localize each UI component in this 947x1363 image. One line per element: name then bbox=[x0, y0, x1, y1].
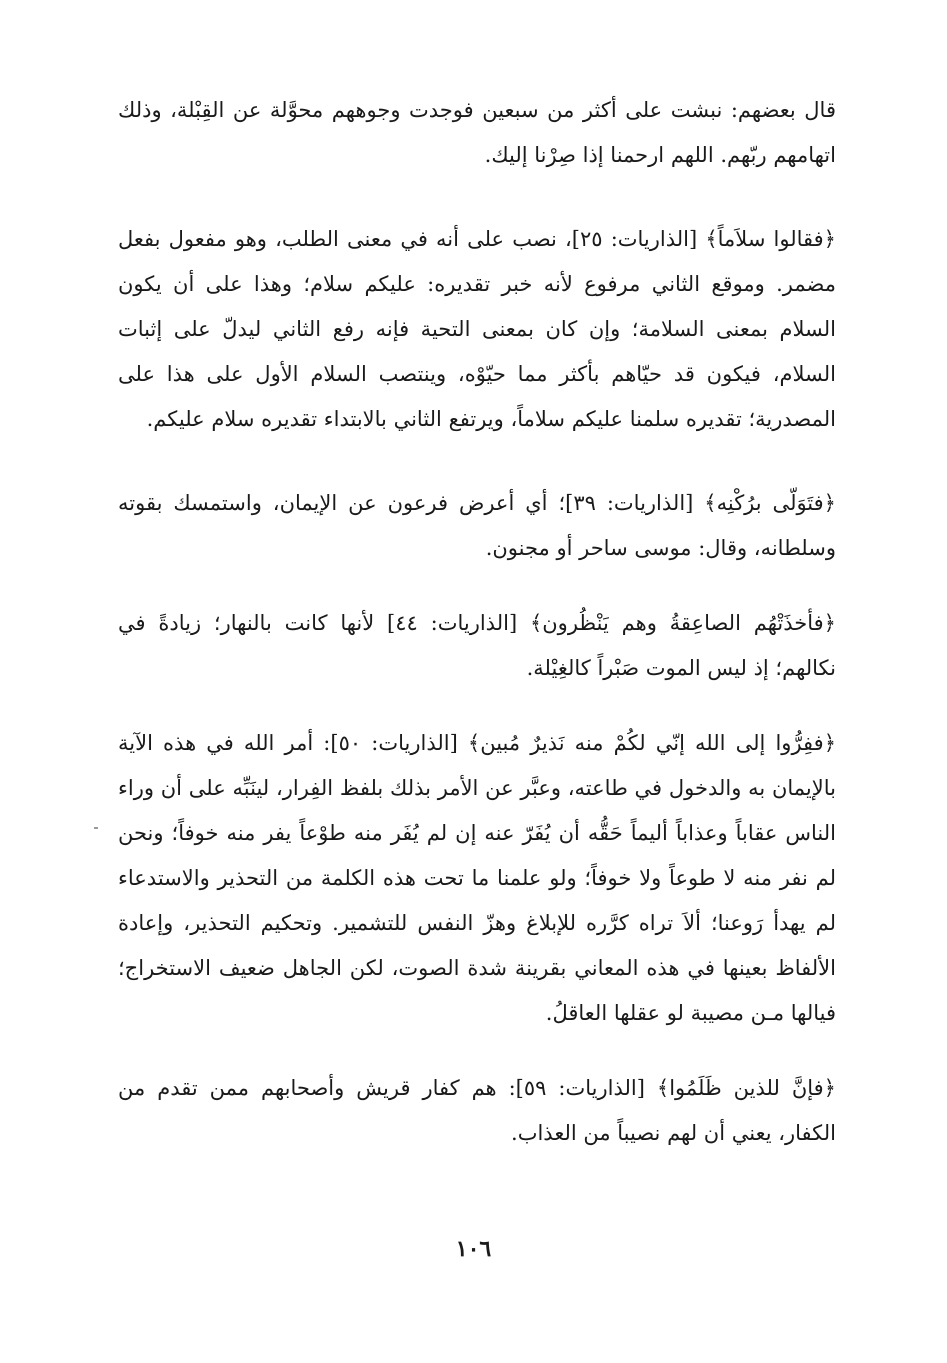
scan-speck bbox=[94, 827, 98, 829]
paragraph-3: ﴿فتَوَلّى برُكْنِه﴾ [الذاريات: ٣٩]؛ أي أعرض فرعون عن الإيمان، واستمسك بقوته وسلطانه، وقال: موسى ساحر أو مجنون. bbox=[118, 491, 836, 560]
paragraph-2: ﴿فقالوا سلاَماً﴾ [الذاريات: ٢٥]، نصب على أنه في معنى الطلب، وهو مفعول بفعل مضمر. وموقع الثاني مرفوع لأنه خبر تقديره: عليكم سلام؛ وهذا على أن يكون السلام بمعنى السلامة؛ وإن كان بمعنى التحية فإنه رفع الثاني ليدلّ على إثبات السلام، فيكون قد حيّاهم بأكثر مما حيّوْه، وينتصب السلام الأول على هذا على المصدرية؛ تقديره سلمنا عليكم سلاماً، ويرتفع الثاني بالابتداء تقديره سلام عليكم. bbox=[118, 227, 836, 431]
paragraph-6: ﴿فإنَّ للذين ظَلَمُوا﴾ [الذاريات: ٥٩]: هم كفار قريش وأصحابهم ممن تقدم من الكفار، يعني أن لهم نصيباً من العذاب. bbox=[118, 1076, 836, 1145]
page-number: ١٠٦ bbox=[455, 1236, 492, 1262]
paragraph-5: ﴿ففِرُّوا إلى الله إنّي لكُمْ منه نَذيرٌ مُبين﴾ [الذاريات: ٥٠]: أمر الله في هذه الآية بالإيمان به والدخول في طاعته، وعبَّر عن الأمر بذلك بلفظ الفِرار، لينَبِّه على أن وراء الناس عقاباً وعذاباً أليماً حَقُّه أن يُفَرّ عنه إن لم يُفَر منه طوْعاً يفر منه خوفاً؛ ونحن لم نفر منه لا طوعاً ولا خوفاً؛ ولو علمنا ما تحت هذه الكلمة من التحذير والاستدعاء لم يهدأ رَوعنا؛ ألاَ تراه كرَّره للإبلاغ وهزّ النفس للتشمير. وتحكيم التحذير، وإعادة الألفاظ بعينها في هذه المعاني بقرينة شدة الصوت، لكن الجاهل ضعيف الاستخراج؛ فيالها مـن مصيبة لو عقلها العاقلُ. bbox=[118, 731, 836, 1025]
paragraph-1: قال بعضهم: نبشت على أكثر من سبعين فوجدت وجوههم محوَّلة عن القِبْلة، وذلك اتهامهم ربّهم. اللهم ارحمنا إذا صِرْنا إليك. bbox=[118, 98, 836, 167]
body-text bbox=[118, 88, 836, 1195]
paragraph-4: ﴿فأخذَتْهُم الصاعِقةُ وهم يَنْظُرون﴾ [الذاريات: ٤٤] لأنها كانت بالنهار؛ زيادةً في نكالهم؛ إذ ليس الموت صَبْراً كالغِيْلة. bbox=[118, 611, 836, 680]
